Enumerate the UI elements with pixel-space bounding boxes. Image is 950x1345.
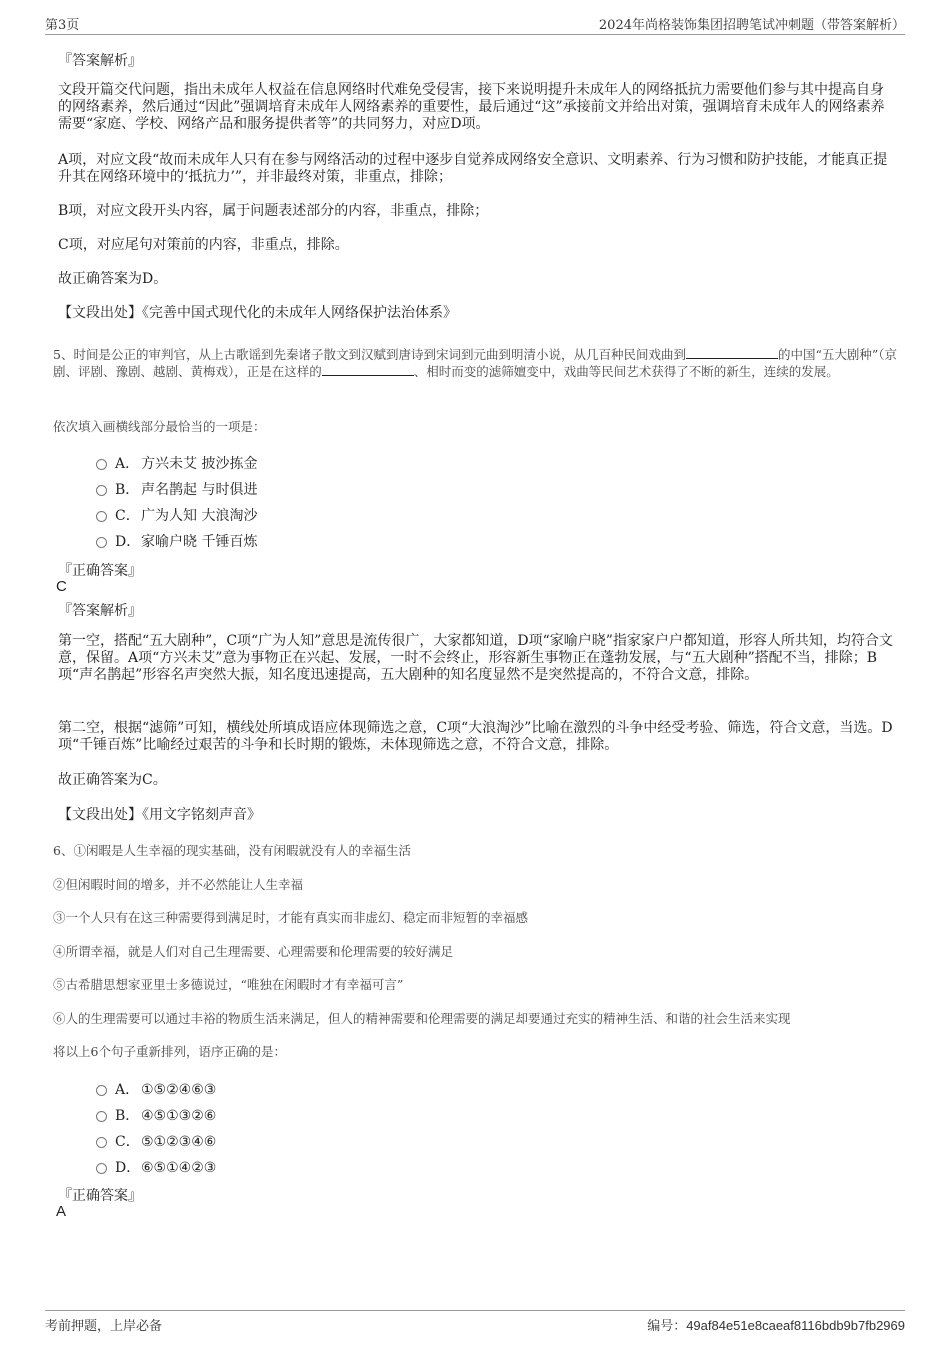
q5-option-a[interactable]: A． 方兴未艾 披沙拣金 <box>96 453 257 473</box>
radio-icon[interactable] <box>96 485 107 496</box>
q6-sentence-2: ②但闲暇时间的增多，并不必然能让人生幸福 <box>53 877 304 892</box>
q4-analysis-para-3: B项，对应文段开头内容，属于问题表述部分的内容，非重点，排除； <box>58 203 489 219</box>
q5-stem-part-2: 的中国“五大剧种”（京剧、评剧、豫剧、越剧、黄梅戏），正是在这样的 <box>53 347 897 379</box>
q5-option-d[interactable]: D．家喻户晓 千锤百炼 <box>96 531 257 551</box>
radio-icon[interactable] <box>96 1137 107 1148</box>
page-header <box>45 12 905 35</box>
radio-icon[interactable] <box>96 459 107 470</box>
q5-analysis-para-3: 故正确答案为C。 <box>58 772 167 788</box>
document-title: 2024年尚格装饰集团招聘笔试冲刺题（带答案解析） <box>598 18 905 33</box>
q5-option-c[interactable]: C．广为人知 大浪淘沙 <box>96 505 257 525</box>
q4-analysis-para-2: A项，对应文段“故而未成年人只有在参与网络活动的过程中逐步自觉养成网络安全意识、文明素养、行为习惯和防护技能，才能真正提升其在网络环境中的‘抵抗力’”，并非最终对策，非重点，排除； <box>58 152 888 185</box>
q4-analysis-para-1: 文段开篇交代问题，指出未成年人权益在信息网络时代难免受侵害，接下来说明提升未成年人的网络抵抗力需要他们参与其中提高自身的网络素养，然后通过“因此”强调培育未成年人网络素养的重要性，最后通过“这”承接前文并给出对策，强调培育未成年人的网络素养需要“家庭、学校、网络产品和服务提供者等”的共同努力，对应D项。 <box>58 82 885 132</box>
document-code: 编号：49af84e51e8caeaf8116bdb9b7fb2969 <box>647 1318 905 1333</box>
q6-answer-heading: 『正确答案』 <box>58 1188 142 1204</box>
q5-blank-2 <box>322 363 414 376</box>
q5-blank-1 <box>686 346 778 359</box>
radio-icon[interactable] <box>96 1163 107 1174</box>
q6-option-a[interactable]: A． ①⑤②④⑥③ <box>96 1079 216 1099</box>
radio-icon[interactable] <box>96 1111 107 1122</box>
q6-sentence-3: ③一个人只有在这三种需要得到满足时，才能有真实而非虚幻、稳定而非短暂的幸福感 <box>53 910 529 925</box>
page-number: 第3页 <box>45 18 80 33</box>
q6-sentence-6: ⑥人的生理需要可以通过丰裕的物质生活来满足，但人的精神需要和伦理需要的满足却要通过充实的精神生活、和谐的社会生活来实现 <box>53 1011 791 1026</box>
q6-option-c[interactable]: C．⑤①②③④⑥ <box>96 1131 216 1151</box>
q5-analysis-para-1: 第一空，搭配“五大剧种”，C项“广为人知”意思是流传很广，大家都知道，D项“家喻户晓”指家家户户都知道，形容人所共知，均符合文意，保留。A项“方兴未艾”意为事物正在兴起、发展，一时不会终止，形容新生事物正在蓬勃发展，与“五大剧种”搭配不当，排除；B项“声名鹊起”形容名声突然大振，知名度迅速提高，五大剧种的知名度显然不是突然提高的，不符合文意，排除。 <box>58 633 893 683</box>
q4-analysis-heading: 『答案解析』 <box>58 53 142 69</box>
q5-answer-heading: 『正确答案』 <box>58 563 142 579</box>
q5-instruction: 依次填入画横线部分最恰当的一项是： <box>53 419 266 434</box>
radio-icon[interactable] <box>96 511 107 522</box>
q4-analysis-para-4: C项，对应尾句对策前的内容，非重点，排除。 <box>58 237 349 253</box>
radio-icon[interactable] <box>96 537 107 548</box>
page-footer <box>45 1310 905 1334</box>
q6-option-b[interactable]: B． ④⑤①③②⑥ <box>96 1105 216 1125</box>
q6-instruction: 将以上6个句子重新排列，语序正确的是： <box>53 1044 286 1059</box>
q5-analysis-heading: 『答案解析』 <box>58 603 142 619</box>
q5-source: 【文段出处】《用文字铭刻声音》 <box>58 807 261 823</box>
q6-sentence-1: 6、①闲暇是人生幸福的现实基础，没有闲暇就没有人的幸福生活 <box>53 843 411 858</box>
q6-answer: A <box>56 1203 67 1220</box>
q4-analysis-para-5: 故正确答案为D。 <box>58 271 168 287</box>
q5-answer: C <box>56 578 67 595</box>
q5-stem <box>53 346 898 380</box>
q5-stem-part-3: 、相时而变的滤筛嬗变中，戏曲等民间艺术获得了不断的新生，连续的发展。 <box>413 364 839 379</box>
q5-stem-part-1: 5、时间是公正的审判官，从上古歌谣到先秦诸子散文到汉赋到唐诗到宋词到元曲到明清小说，从几百种民间戏曲到 <box>53 347 686 362</box>
footer-slogan: 考前押题，上岸必备 <box>45 1319 163 1334</box>
q5-option-b[interactable]: B． 声名鹊起 与时俱进 <box>96 479 257 499</box>
q6-option-d[interactable]: D．⑥⑤①④②③ <box>96 1157 216 1177</box>
q6-sentence-5: ⑤古希腊思想家亚里士多德说过，“唯独在闲暇时才有幸福可言” <box>53 977 404 992</box>
radio-icon[interactable] <box>96 1085 107 1096</box>
q6-sentence-4: ④所谓幸福，就是人们对自己生理需要、心理需要和伦理需要的较好满足 <box>53 944 454 959</box>
q5-analysis-para-2: 第二空，根据“滤筛”可知，横线处所填成语应体现筛选之意，C项“大浪淘沙”比喻在激烈的斗争中经受考验、筛选，符合文意，当选。D项“千锤百炼”比喻经过艰苦的斗争和长时期的锻炼，未体现筛选之意，不符合文意，排除。 <box>58 720 893 753</box>
q4-source: 【文段出处】《完善中国式现代化的未成年人网络保护法治体系》 <box>58 305 457 321</box>
